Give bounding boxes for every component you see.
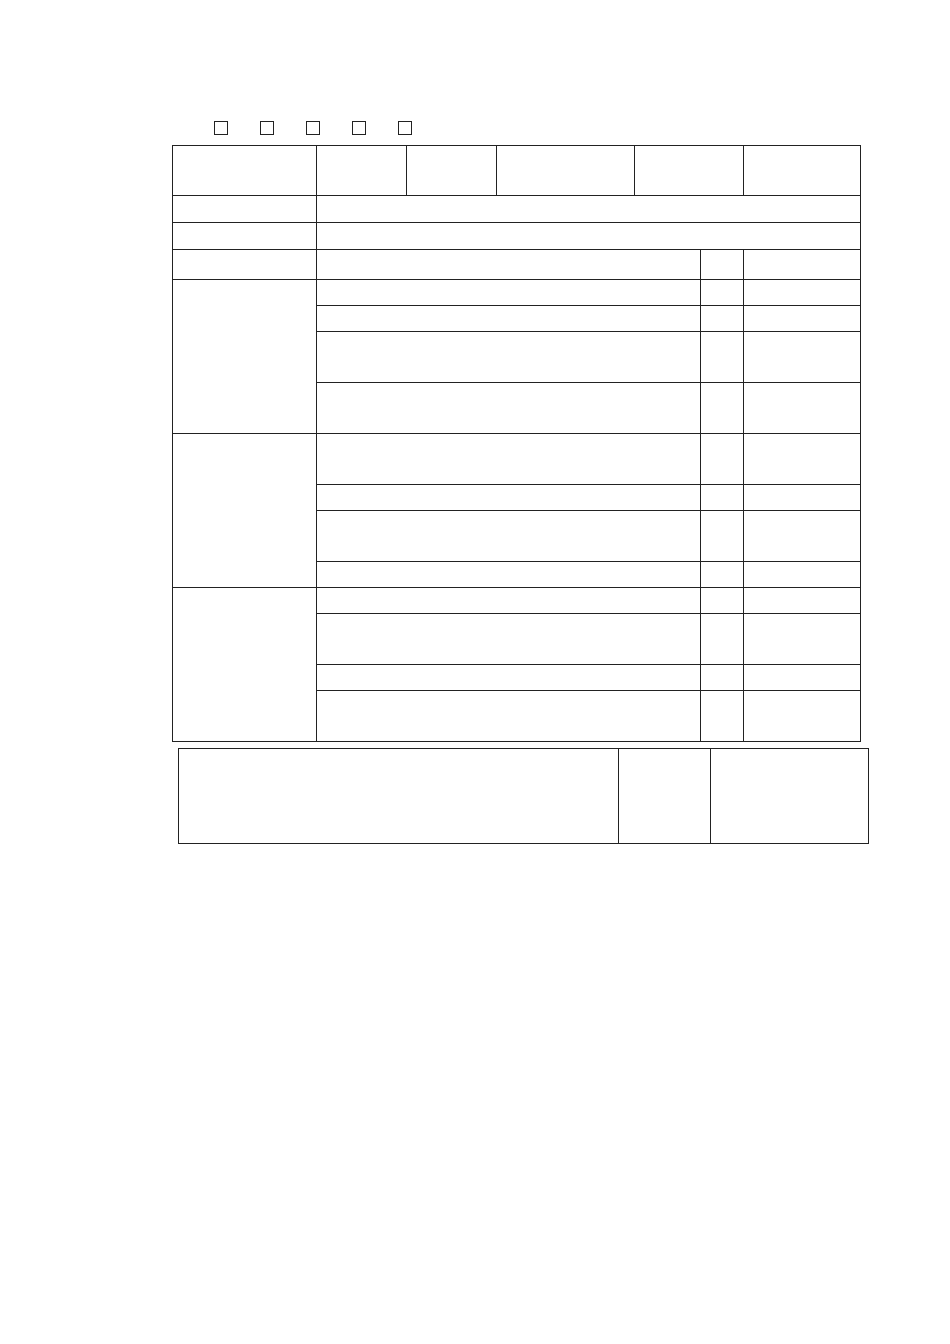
criterion-cell bbox=[317, 691, 701, 742]
note-cell[interactable] bbox=[744, 280, 861, 306]
criterion-cell bbox=[317, 588, 701, 614]
criterion-cell bbox=[317, 511, 701, 562]
evaluation-table-part1 bbox=[172, 145, 861, 742]
note-cell[interactable] bbox=[744, 306, 861, 332]
dept-label-cell bbox=[635, 146, 744, 196]
category-cell bbox=[173, 588, 317, 742]
dept-value-cell[interactable] bbox=[744, 146, 861, 196]
note-cell[interactable] bbox=[744, 332, 861, 383]
score-cell[interactable] bbox=[701, 588, 744, 614]
note-cell[interactable] bbox=[744, 588, 861, 614]
position-label-cell bbox=[407, 146, 497, 196]
criterion-cell bbox=[317, 485, 701, 511]
name-value-cell[interactable] bbox=[317, 146, 407, 196]
note-cell[interactable] bbox=[744, 434, 861, 485]
note-cell[interactable] bbox=[744, 665, 861, 691]
checkbox[interactable] bbox=[352, 121, 366, 135]
checkbox[interactable] bbox=[398, 121, 412, 135]
identity-option-superior[interactable] bbox=[212, 120, 228, 138]
category-cell bbox=[173, 280, 317, 434]
col-header-item bbox=[173, 250, 317, 280]
score-cell[interactable] bbox=[701, 511, 744, 562]
criterion-cell bbox=[317, 280, 701, 306]
criterion-cell bbox=[317, 332, 701, 383]
scale-label-cell bbox=[173, 223, 317, 250]
total-label-cell bbox=[619, 749, 711, 844]
score-cell[interactable] bbox=[701, 332, 744, 383]
table-row bbox=[173, 280, 861, 306]
score-cell[interactable] bbox=[701, 691, 744, 742]
score-cell[interactable] bbox=[701, 306, 744, 332]
col-header-note bbox=[744, 250, 861, 280]
criterion-cell bbox=[317, 383, 701, 434]
score-cell[interactable] bbox=[701, 614, 744, 665]
date-value-cell[interactable] bbox=[317, 196, 861, 223]
category-cell bbox=[173, 434, 317, 588]
score-cell[interactable] bbox=[701, 383, 744, 434]
score-cell[interactable] bbox=[701, 280, 744, 306]
criterion-cell bbox=[317, 434, 701, 485]
table-row bbox=[173, 434, 861, 485]
evaluation-table-part2 bbox=[178, 748, 869, 844]
criterion-cell bbox=[317, 665, 701, 691]
position-value-cell[interactable] bbox=[497, 146, 635, 196]
criterion-cell bbox=[317, 562, 701, 588]
note-cell[interactable] bbox=[744, 614, 861, 665]
checkbox[interactable] bbox=[260, 121, 274, 135]
checkbox[interactable] bbox=[306, 121, 320, 135]
table-row bbox=[173, 588, 861, 614]
identity-option-peer-other-dept[interactable] bbox=[304, 120, 320, 138]
score-cell[interactable] bbox=[701, 665, 744, 691]
col-header-score bbox=[701, 250, 744, 280]
total-value-cell[interactable] bbox=[711, 749, 869, 844]
note-cell[interactable] bbox=[744, 383, 861, 434]
identity-option-peer-same-dept[interactable] bbox=[258, 120, 274, 138]
col-header-content bbox=[317, 250, 701, 280]
note-cell[interactable] bbox=[744, 691, 861, 742]
note-cell[interactable] bbox=[744, 511, 861, 562]
scale-values-cell bbox=[317, 223, 861, 250]
name-label-cell bbox=[173, 146, 317, 196]
score-cell[interactable] bbox=[701, 562, 744, 588]
identity-line bbox=[180, 120, 880, 138]
identity-option-subordinate[interactable] bbox=[350, 120, 366, 138]
note-cell[interactable] bbox=[744, 485, 861, 511]
opinion-cell[interactable] bbox=[179, 749, 619, 844]
score-cell[interactable] bbox=[701, 434, 744, 485]
criterion-cell bbox=[317, 306, 701, 332]
score-cell[interactable] bbox=[701, 485, 744, 511]
date-label-cell bbox=[173, 196, 317, 223]
checkbox[interactable] bbox=[214, 121, 228, 135]
identity-option-self[interactable] bbox=[396, 120, 412, 138]
note-cell[interactable] bbox=[744, 562, 861, 588]
criterion-cell bbox=[317, 614, 701, 665]
